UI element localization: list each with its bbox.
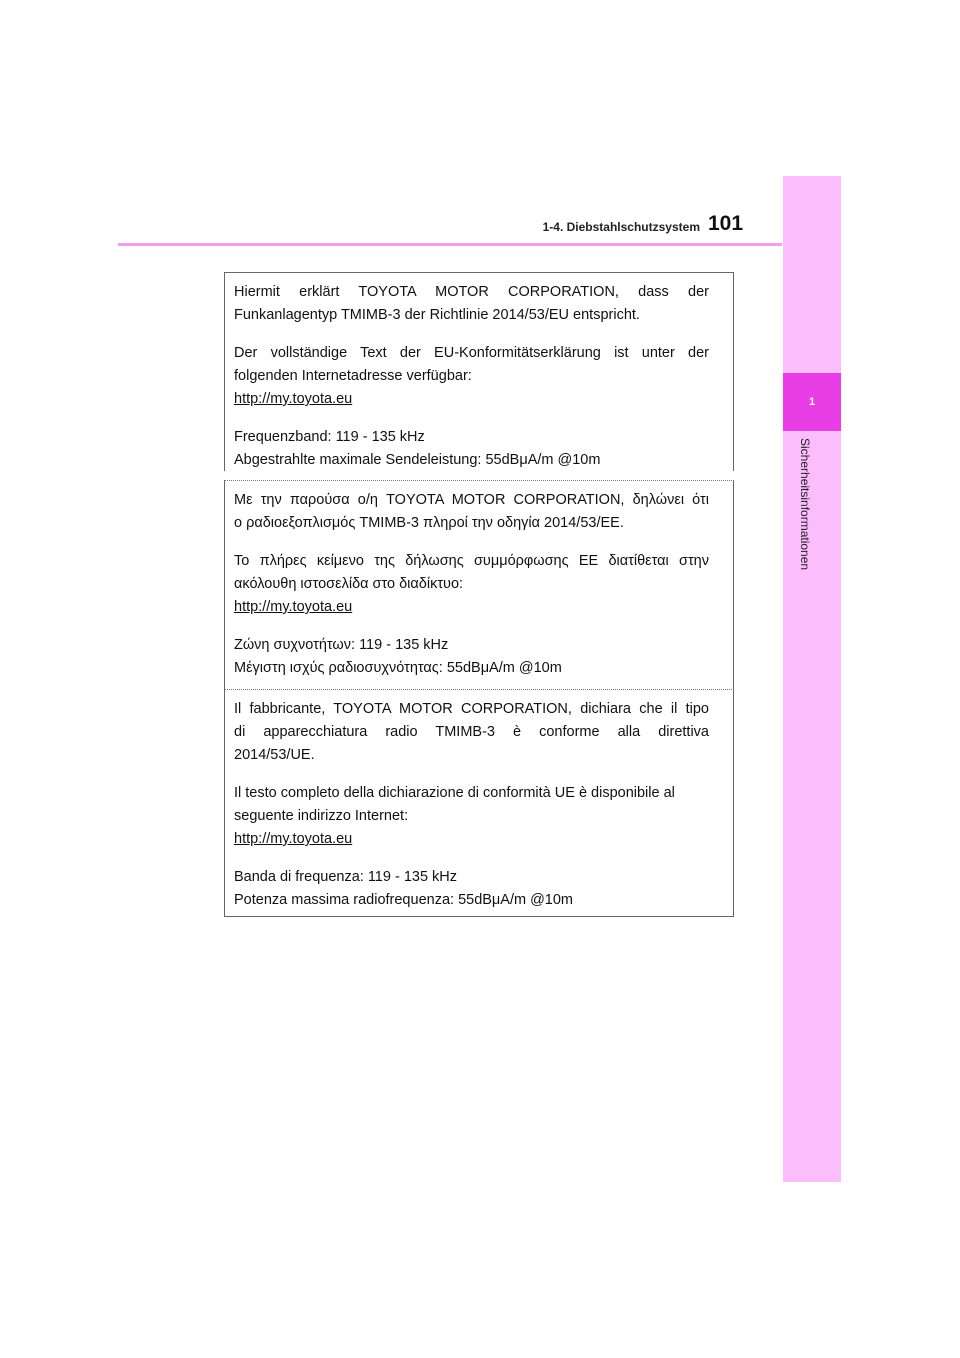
declaration-box-greek [224,480,734,689]
chapter-marker[interactable]: 1 [783,373,841,431]
header-rule [118,243,782,246]
declaration-text: 2014/53/UE. [234,747,315,763]
section-title: 1-4. Diebstahlschutzsystem [542,220,700,234]
declaration-text: Funkanlagentyp TMIMB-3 der Richtlinie 2014/53/EU entspricht. [234,307,640,323]
chapter-label: Sicherheitsinformationen [798,438,812,571]
declaration-text: ο ραδιοεξοπλισμός TMIMB-3 πληροί την οδηγία 2014/53/ΕΕ. [234,515,624,531]
availability-text: Το πλήρες κείμενο της δήλωσης συμμόρφωσης ΕΕ διατίθεται στην [234,553,709,569]
toyota-link[interactable]: http://my.toyota.eu [234,599,353,615]
frequency-band: Banda di frequenza: 119 - 135 kHz [234,869,458,885]
declaration-text: Il fabbricante, TOYOTA MOTOR CORPORATION, dichiara che il tipo [234,701,709,717]
max-power: Potenza massima radiofrequenza: 55dBμA/m @10m [234,892,574,908]
toyota-link[interactable]: http://my.toyota.eu [234,831,353,847]
availability-text: Il testo completo della dichiarazione di conformità UE è disponibile al [234,785,675,801]
declaration-text: di apparecchiatura radio TMIMB-3 è conforme alla direttiva [234,724,709,740]
declaration-text: Με την παρούσα ο/η TOYOTA MOTOR CORPORATION, δηλώνει ότι [234,492,709,508]
max-power: Μέγιστη ισχύς ραδιοσυχνότητας: 55dBμA/m @10m [234,660,562,676]
availability-text: Der vollständige Text der EU-Konformitätserklärung ist unter der [234,345,709,361]
availability-text: ακόλουθη ιστοσελίδα στο διαδίκτυο: [234,576,464,592]
declaration-box-german [224,272,734,471]
toyota-link[interactable]: http://my.toyota.eu [234,391,353,407]
frequency-band: Ζώνη συχνοτήτων: 119 - 135 kHz [234,637,449,653]
declaration-box-italian [224,689,734,917]
availability-text: folgenden Internetadresse verfügbar: [234,368,472,384]
side-tab [783,176,841,1182]
max-power: Abgestrahlte maximale Sendeleistung: 55dBμA/m @10m [234,452,601,468]
frequency-band: Frequenzband: 119 - 135 kHz [234,429,425,445]
declaration-text: Hiermit erklärt TOYOTA MOTOR CORPORATION, dass der [234,284,709,300]
availability-text: seguente indirizzo Internet: [234,808,409,824]
page-number: 101 [708,212,744,235]
